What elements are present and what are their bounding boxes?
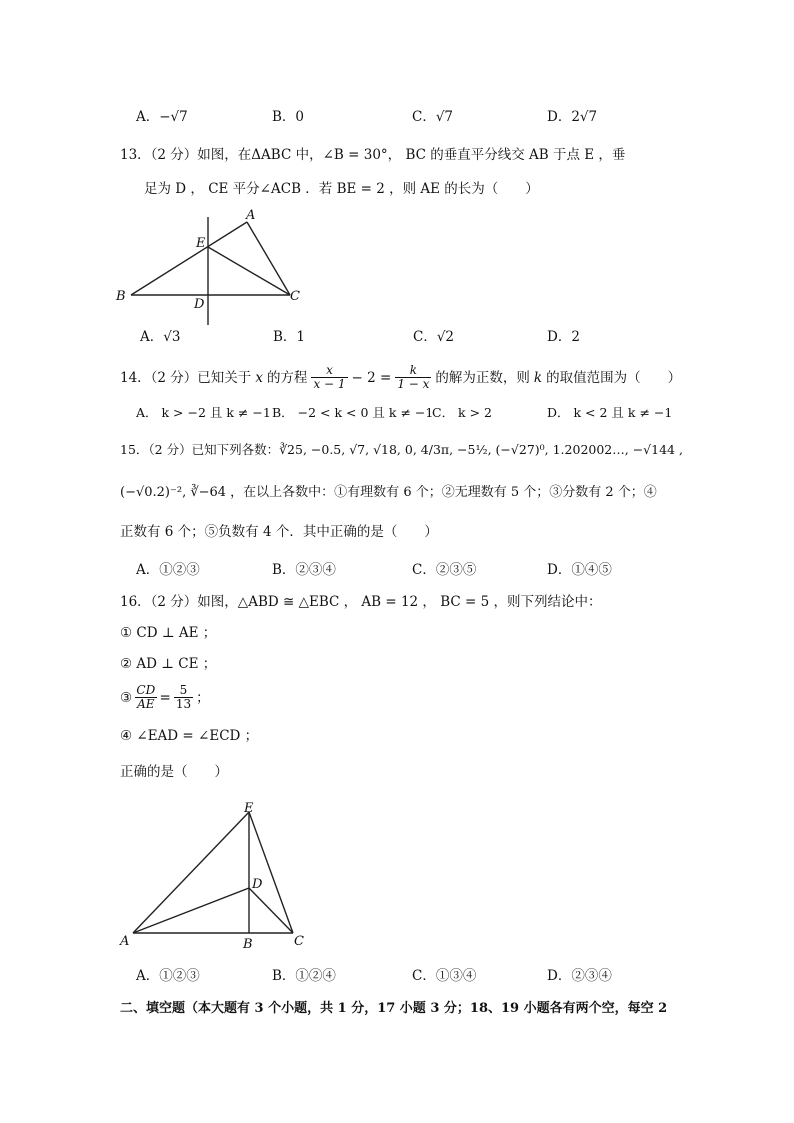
q16-option-b: B．①②④ <box>272 968 336 984</box>
q15-option-b: B．②③④ <box>272 562 336 578</box>
q14-option-c: C． k > 2 <box>432 405 492 420</box>
q13-triangle-figure <box>110 205 320 325</box>
segment-dc <box>249 888 293 933</box>
q12-option-a: A．−√7 <box>136 109 188 125</box>
q14-stem-mid: 的方程 <box>266 369 308 386</box>
q16-conclusion-3 <box>120 684 210 711</box>
label-e: E <box>244 801 254 816</box>
segment-ad <box>133 888 249 933</box>
q13-option-c: C．√2 <box>413 329 455 345</box>
q16-triangle-figure <box>115 800 315 955</box>
label-b: B <box>243 937 253 952</box>
q14-stem-suffix: 的解为正数，则 <box>435 369 530 386</box>
label-c: C <box>290 289 300 304</box>
q16-c3-rhs-den: 13 <box>175 697 192 711</box>
q16-c3-fraction-right <box>174 684 193 711</box>
q14-var-x: x <box>255 369 263 386</box>
q16-conclusion-4: ④ ∠EAD = ∠ECD ； <box>120 728 259 744</box>
q15-option-c: C．②③⑤ <box>412 562 477 578</box>
q14-frac2-num: k <box>409 363 418 377</box>
section-2-heading: 二、填空题（本大题有 3 个小题，共 1 分，17 小题 3 分；18、19 小题各有两个空，每空 2 <box>120 1001 668 1016</box>
q16-option-a: A．①②③ <box>136 968 200 984</box>
q16-stem: 16．（2 分）如图，△ABD ≅ △EBC ， AB = 12 ， BC = 5 ，则下列结论中： <box>120 594 602 610</box>
label-a: A <box>246 208 256 223</box>
segment-ae <box>133 812 249 933</box>
q15-option-a: A．①②③ <box>136 562 200 578</box>
q15-stem-line2: (−√0.2)⁻², ∛−64 ，在以上各数中：①有理数有 6 个；②无理数有 5 个；③分数有 2 个；④ <box>120 485 657 500</box>
q16-c3-suffix: ； <box>196 689 210 706</box>
segment-ba <box>131 222 247 295</box>
q16-c3-num: CD <box>136 683 156 697</box>
q12-option-b: B．0 <box>272 109 305 125</box>
label-b: B <box>116 289 126 304</box>
q13-option-b: B．1 <box>273 329 306 345</box>
q16-option-d: D．②③④ <box>547 968 612 984</box>
q14-frac2-den: 1 − x <box>397 377 430 391</box>
q16-c3-prefix: ③ <box>120 689 133 706</box>
q13-stem-line2: 足为 D ， CE 平分∠ACB ．若 BE = 2 ，则 AE 的长为（ ） <box>144 181 539 197</box>
q16-conclusion-1: ① CD ⊥ AE ； <box>120 625 217 641</box>
q14-fraction-1 <box>311 364 347 391</box>
q14-frac1-num: x <box>326 363 333 377</box>
label-d: D <box>252 877 263 892</box>
q14-fraction-2 <box>395 364 431 391</box>
q12-option-c: C．√7 <box>412 109 454 125</box>
q14-stem <box>120 364 681 391</box>
q14-stem-end: 的取值范围为（ ） <box>546 369 682 386</box>
q13-option-a: A．√3 <box>140 329 181 345</box>
q14-option-b: B． −2 < k < 0 且 k ≠ −1 <box>272 405 434 420</box>
q16-ask: 正确的是（ ） <box>120 764 228 780</box>
q15-stem-line3: 正数有 6 个；⑤负数有 4 个．其中正确的是（ ） <box>120 524 438 540</box>
label-d: D <box>194 297 205 312</box>
q13-stem-line1: 13．（2 分）如图，在ΔABC 中，∠B = 30°， BC 的垂直平分线交 AB 于点 E ，垂 <box>120 147 626 163</box>
q16-c3-den: AE <box>137 697 155 711</box>
q14-frac1-den: x − 1 <box>313 377 346 391</box>
q14-var-k: k <box>533 369 543 386</box>
q16-conclusion-2: ② AD ⊥ CE ； <box>120 656 217 672</box>
q15-stem-line1: 15．（2 分）已知下列各数：∛25, −0.5, √7, √18, 0, 4/3π, −5½, (−√27)⁰, 1.202002…, −√144 , <box>120 442 683 457</box>
q14-option-d: D． k < 2 且 k ≠ −1 <box>547 405 673 420</box>
q14-stem-prefix: 14．（2 分）已知关于 <box>120 369 252 386</box>
q14-stem-minus: − 2 = <box>351 369 392 386</box>
q16-option-c: C．①③④ <box>412 968 477 984</box>
label-c: C <box>294 934 304 949</box>
q15-option-d: D．①④⑤ <box>547 562 612 578</box>
q16-c3-fraction-left <box>135 684 156 711</box>
q13-option-d: D．2 <box>547 329 580 345</box>
q16-c3-rhs-num: 5 <box>179 683 188 697</box>
segment-ac <box>247 222 290 295</box>
segment-ec <box>208 247 290 295</box>
label-a: A <box>120 934 130 949</box>
label-e: E <box>196 236 206 251</box>
q16-c3-equals: = <box>159 689 171 706</box>
segment-ec <box>249 812 293 933</box>
q14-option-a: A． k > −2 且 k ≠ −1 <box>136 405 271 420</box>
q12-option-d: D．2√7 <box>547 109 598 125</box>
